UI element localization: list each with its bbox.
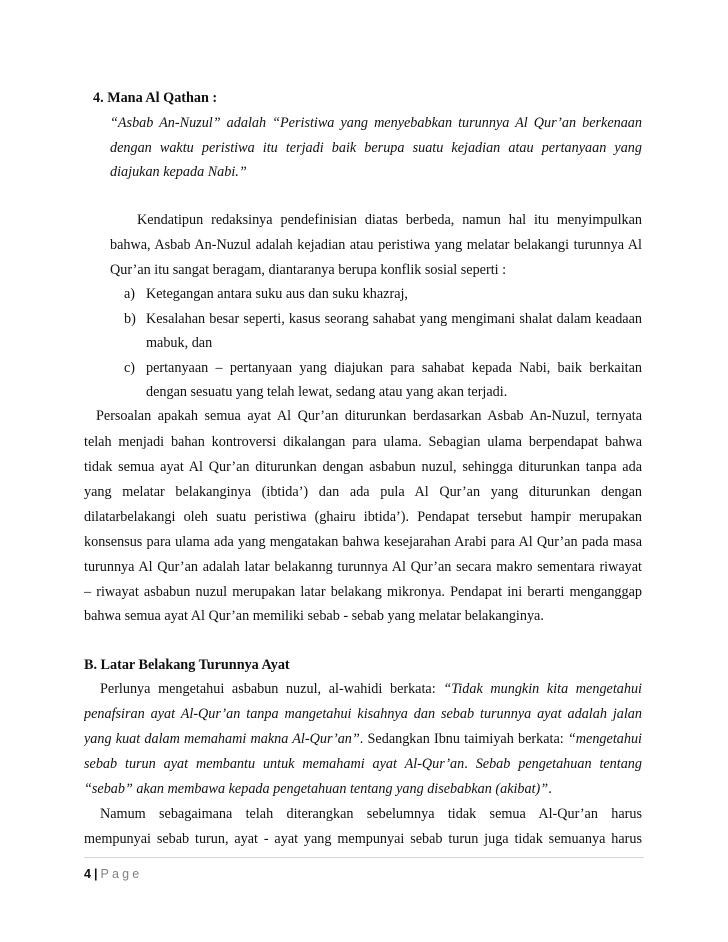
footer-rule bbox=[84, 857, 644, 858]
paragraph-line: Persoalan apakah semua ayat Al Qur’an diturunkan berdasarkan Asbab An-Nuzul, ternyata bbox=[96, 408, 642, 424]
paragraph-line bbox=[84, 779, 552, 799]
list-item-text: pertanyaan – pertanyaan yang diajukan para sahabat kepada Nabi, baik berkaitan bbox=[146, 360, 642, 376]
paragraph-line: Kendatipun redaksinya pendefinisian diatas berbeda, namun hal itu menyimpulkan bbox=[137, 212, 642, 228]
page-label: Page bbox=[100, 867, 143, 881]
paragraph-line bbox=[84, 729, 642, 749]
paragraph-line: dilatarbelakangi oleh suatu peristiwa (ghairu ibtida’). Pendapat tersebut hampir merupakan bbox=[84, 509, 642, 525]
paragraph-line: turunnya Al Qur’an adalah latar belakanng turunnya Al Qur’an secara makro sementara riwayat bbox=[84, 559, 642, 575]
text-run: “Tidak mungkin kita mengetahui bbox=[443, 681, 642, 697]
paragraph-line: yang melatar belakanginya (ibtida’) dan ada pula Al Qur’an yang diturunkan dengan bbox=[84, 484, 642, 500]
text-run: . bbox=[464, 756, 476, 772]
paragraph-line: – riwayat asbabun nuzul merupakan latar belakang mikronya. Pendapat ini berarti menganggap bbox=[84, 584, 642, 600]
page-number: 4 bbox=[84, 867, 91, 881]
paragraph-line: telah menjadi bahan kontroversi dikalangan para ulama. Sebagian ulama berpendapat bahwa bbox=[84, 434, 642, 450]
paragraph-line: tidak semua ayat Al Qur’an diturunkan dengan asbabun nuzul, sehingga diturunkan tanpa ada bbox=[84, 459, 642, 475]
paragraph-line: bahwa semua ayat Al Qur’an memiliki sebab - sebab yang melatar belakanginya. bbox=[84, 608, 544, 624]
paragraph-line bbox=[100, 804, 642, 824]
text-run: Sebab pengetahuan tentang bbox=[475, 756, 642, 772]
text-run: . Sedangkan Ibnu taimiyah berkata: bbox=[359, 731, 568, 747]
paragraph-line: Qur’an itu sangat beragam, diantaranya berupa konflik sosial seperti : bbox=[110, 262, 507, 278]
text-run: yang kuat dalam memahami makna Al-Qur’an” bbox=[84, 731, 360, 747]
text-run: mempunyai sebab turun, ayat - ayat yang mempunyai sebab turun juga tidak semuanya harus bbox=[84, 831, 642, 847]
text-run: “sebab” akan membawa kepada pengetahuan tentang yang disebabkan (akibat)” bbox=[84, 781, 549, 797]
paragraph-line bbox=[100, 679, 642, 699]
list-marker: b) bbox=[124, 311, 136, 327]
text-run: sebab turun ayat membantu untuk memahami ayat Al-Qur’an bbox=[84, 756, 465, 772]
quote-line: diajukan kepada Nabi.” bbox=[110, 164, 247, 180]
section-b-heading: B. Latar Belakang Turunnya Ayat bbox=[84, 657, 290, 673]
list-item-text: dengan sesuatu yang telah lewat, sedang atau yang akan terjadi. bbox=[146, 384, 508, 400]
list-item-text: mabuk, dan bbox=[146, 335, 213, 351]
list-item-text: Ketegangan antara suku aus dan suku khazraj, bbox=[146, 286, 408, 302]
list-marker: c) bbox=[124, 360, 136, 376]
paragraph-line bbox=[84, 829, 642, 849]
list-item-text: Kesalahan besar seperti, kasus seorang sahabat yang mengimani shalat dalam keadaan bbox=[146, 311, 642, 327]
quote-line: dengan waktu peristiwa itu terjadi baik berupa suatu kejadian atau pertanyaan yang bbox=[110, 140, 642, 156]
page-footer bbox=[84, 866, 142, 882]
text-run: Namum sebagaimana telah diterangkan sebelumnya tidak semua Al-Qur’an harus bbox=[100, 806, 642, 822]
quote-line: “Asbab An-Nuzul” adalah “Peristiwa yang menyebabkan turunnya Al Qur’an berkenaan bbox=[110, 115, 642, 131]
paragraph-line: bahwa, Asbab An-Nuzul adalah kejadian atau peristiwa yang melatar belakangi turunnya Al bbox=[110, 237, 642, 253]
footer-separator: | bbox=[93, 867, 98, 881]
text-run: “mengetahui bbox=[567, 731, 642, 747]
paragraph-line bbox=[84, 704, 642, 724]
section-4-heading: 4. Mana Al Qathan : bbox=[93, 90, 218, 106]
text-run: penafsiran ayat Al-Qur’an tanpa mangetahui kisahnya dan sebab turunnya ayat adalah jalan bbox=[84, 706, 642, 722]
text-run: Perlunya mengetahui asbabun nuzul, al-wahidi berkata: bbox=[100, 681, 444, 697]
list-marker: a) bbox=[124, 286, 136, 302]
paragraph-line: konsensus para ulama ada yang mengatakan bahwa kesejarahan Arabi para Al Qur’an pada masa bbox=[84, 534, 642, 550]
paragraph-line bbox=[84, 754, 642, 774]
text-run: . bbox=[548, 781, 552, 797]
